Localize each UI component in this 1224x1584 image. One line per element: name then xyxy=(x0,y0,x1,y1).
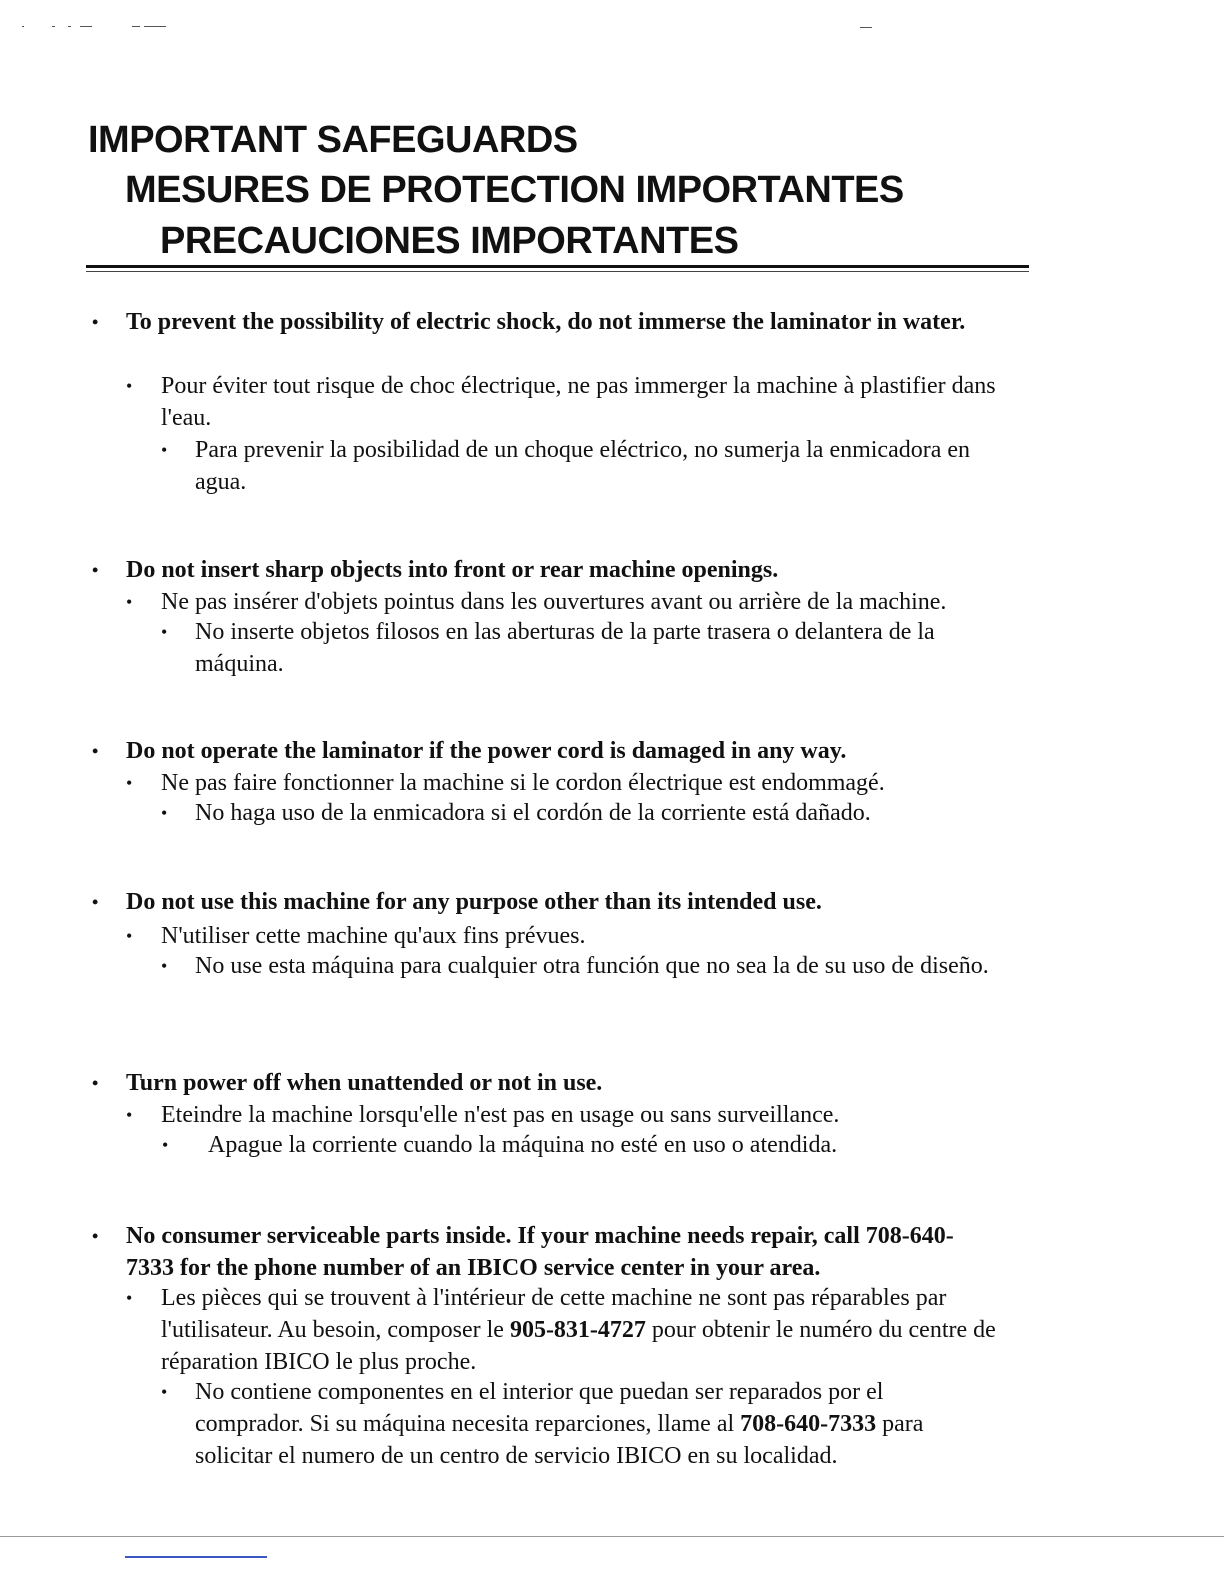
safeguard-french: • Eteindre la machine lorsqu'elle n'est pas en usage ou sans surveillance. xyxy=(161,1099,1021,1131)
bullet-icon: • xyxy=(161,1382,168,1402)
safeguard-spanish: • No inserte objetos filosos en las aberturas de la parte trasera o delantera de la máquina. xyxy=(195,616,1015,680)
bullet-icon: • xyxy=(92,892,99,912)
safeguard-english: • Turn power off when unattended or not in use. xyxy=(126,1067,996,1099)
safeguard-english: • Do not operate the laminator if the power cord is damaged in any way. xyxy=(126,735,996,767)
bullet-icon: • xyxy=(126,376,133,396)
safeguard-spanish: • No haga uso de la enmicadora si el cordón de la corriente está dañado. xyxy=(195,797,1015,829)
bullet-icon: • xyxy=(92,1226,99,1246)
safeguard-english: • To prevent the possibility of electric shock, do not immerse the laminator in water. xyxy=(126,306,996,338)
title-divider xyxy=(86,265,1029,268)
safeguard-english: • No consumer serviceable parts inside. If your machine needs repair, call 708-640-7333 for the phone number of an IBICO service center in your area. xyxy=(126,1220,996,1284)
safeguard-french: • Ne pas faire fonctionner la machine si le cordon électrique est endommagé. xyxy=(161,767,1021,799)
scan-artifact-marks xyxy=(22,18,182,32)
bullet-icon: • xyxy=(126,773,133,793)
safeguard-spanish: • No contiene componentes en el interior que puedan ser reparados por el comprador. Si su máquina necesita reparciones, llame al 708-640-7333 para solicitar el numero de un centro de servicio IBICO en su localidad. xyxy=(195,1376,995,1472)
bullet-icon: • xyxy=(92,312,99,332)
bullet-icon: • xyxy=(161,622,168,642)
bullet-icon: • xyxy=(126,926,133,946)
bullet-icon: • xyxy=(161,440,168,460)
bullet-icon: • xyxy=(126,1288,133,1308)
safeguard-spanish: • Apague la corriente cuando la máquina no esté en uso o atendida. xyxy=(208,1129,1028,1161)
safeguard-english: • Do not insert sharp objects into front or rear machine openings. xyxy=(126,554,996,586)
title-divider-thin xyxy=(86,271,1029,272)
bullet-icon: • xyxy=(162,1135,169,1155)
safeguard-spanish: • No use esta máquina para cualquier otra función que no sea la de su uso de diseño. xyxy=(195,950,1015,982)
safeguard-spanish: • Para prevenir la posibilidad de un choque eléctrico, no sumerja la enmicadora en agua. xyxy=(195,434,1015,498)
bullet-icon: • xyxy=(161,956,168,976)
safeguard-french: • Ne pas insérer d'objets pointus dans les ouvertures avant ou arrière de la machine. xyxy=(161,586,1021,618)
safeguard-english: • Do not use this machine for any purpose other than its intended use. xyxy=(126,886,996,918)
bullet-icon: • xyxy=(92,741,99,761)
bullet-icon: • xyxy=(92,560,99,580)
page-bottom-mark xyxy=(125,1556,267,1558)
page-title-french: MESURES DE PROTECTION IMPORTANTES xyxy=(125,169,904,211)
safeguard-french: • Les pièces qui se trouvent à l'intérieur de cette machine ne sont pas réparables par l'utilisateur. Au besoin, composer le 905-831-4727 pour obtenir le numéro du centre de réparation IBICO le plus proche. xyxy=(161,1282,1021,1378)
bullet-icon: • xyxy=(161,803,168,823)
phone-number: 708-640-7333 xyxy=(740,1411,877,1437)
safeguard-french: • Pour éviter tout risque de choc électrique, ne pas immerger la machine à plastifier dans l'eau. xyxy=(161,370,1021,434)
bullet-icon: • xyxy=(126,592,133,612)
page-title-english: IMPORTANT SAFEGUARDS xyxy=(88,119,578,161)
bullet-icon: • xyxy=(92,1073,99,1093)
page-title-spanish: PRECAUCIONES IMPORTANTES xyxy=(160,220,739,262)
bullet-icon: • xyxy=(126,1105,133,1125)
phone-number: 905-831-4727 xyxy=(509,1317,646,1343)
page-bottom-divider xyxy=(0,1536,1224,1537)
scan-artifact-dash xyxy=(860,27,872,28)
safeguard-french: • N'utiliser cette machine qu'aux fins prévues. xyxy=(161,920,1021,952)
